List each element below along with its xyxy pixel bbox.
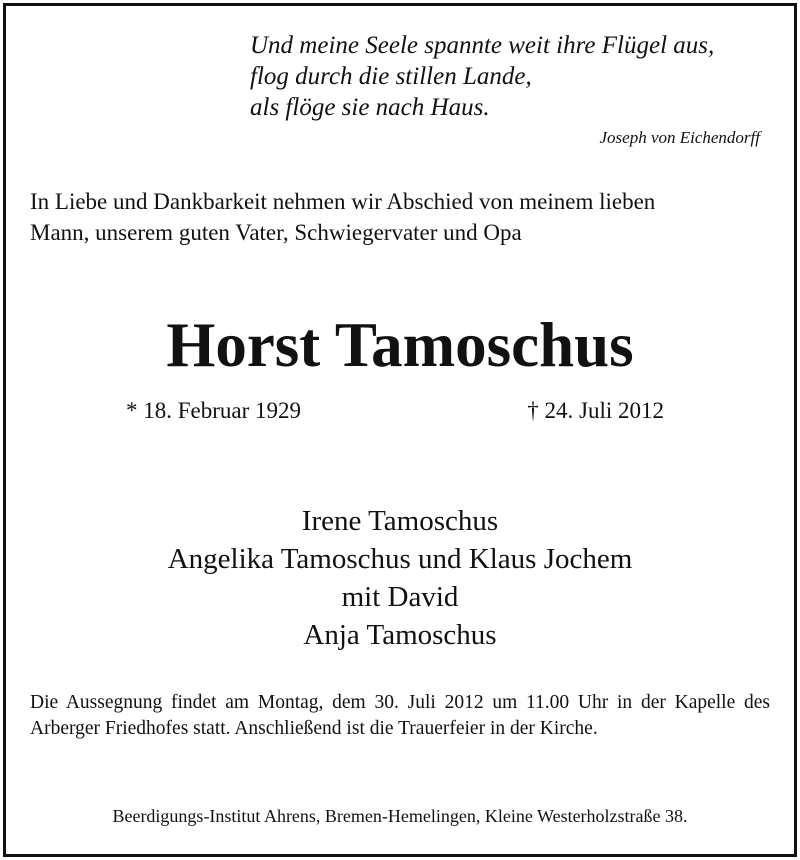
mourners-list [0, 502, 800, 654]
mourner-4: Anja Tamoschus [303, 619, 497, 651]
poem-line-1: Und meine Seele spannte weit ihre Flügel aus, [250, 32, 715, 59]
poem-line-2: flog durch die stillen Lande, [250, 63, 532, 90]
poem-author: Joseph von Eichendorff [599, 128, 760, 147]
poem-quote [250, 30, 714, 123]
service-notice: Die Aussegnung findet am Montag, dem 30. Juli 2012 um 11.00 Uhr in der Kapelle des Arberger Friedhofes statt. Anschließend ist die Trauerfeier in der Kirche. [30, 692, 770, 739]
poem-line-3: als flöge sie nach Haus. [250, 94, 490, 121]
funeral-home-line: Beerdigungs-Institut Ahrens, Bremen-Hemelingen, Kleine Westerholzstraße 38. [112, 806, 688, 826]
birth-date: * 18. Februar 1929 [126, 398, 302, 423]
mourner-3: mit David [341, 581, 459, 613]
death-date: † 24. Juli 2012 [527, 398, 664, 423]
mourner-1: Irene Tamoschus [301, 505, 499, 537]
intro-line-2: Mann, unserem guten Vater, Schwiegervater und Opa [30, 220, 522, 245]
deceased-name: Horst Tamoschus [166, 310, 634, 380]
intro-text [30, 186, 655, 248]
mourner-2: Angelika Tamoschus und Klaus Jochem [167, 543, 633, 575]
intro-line-1: In Liebe und Dankbarkeit nehmen wir Abschied von meinem lieben [30, 189, 656, 214]
